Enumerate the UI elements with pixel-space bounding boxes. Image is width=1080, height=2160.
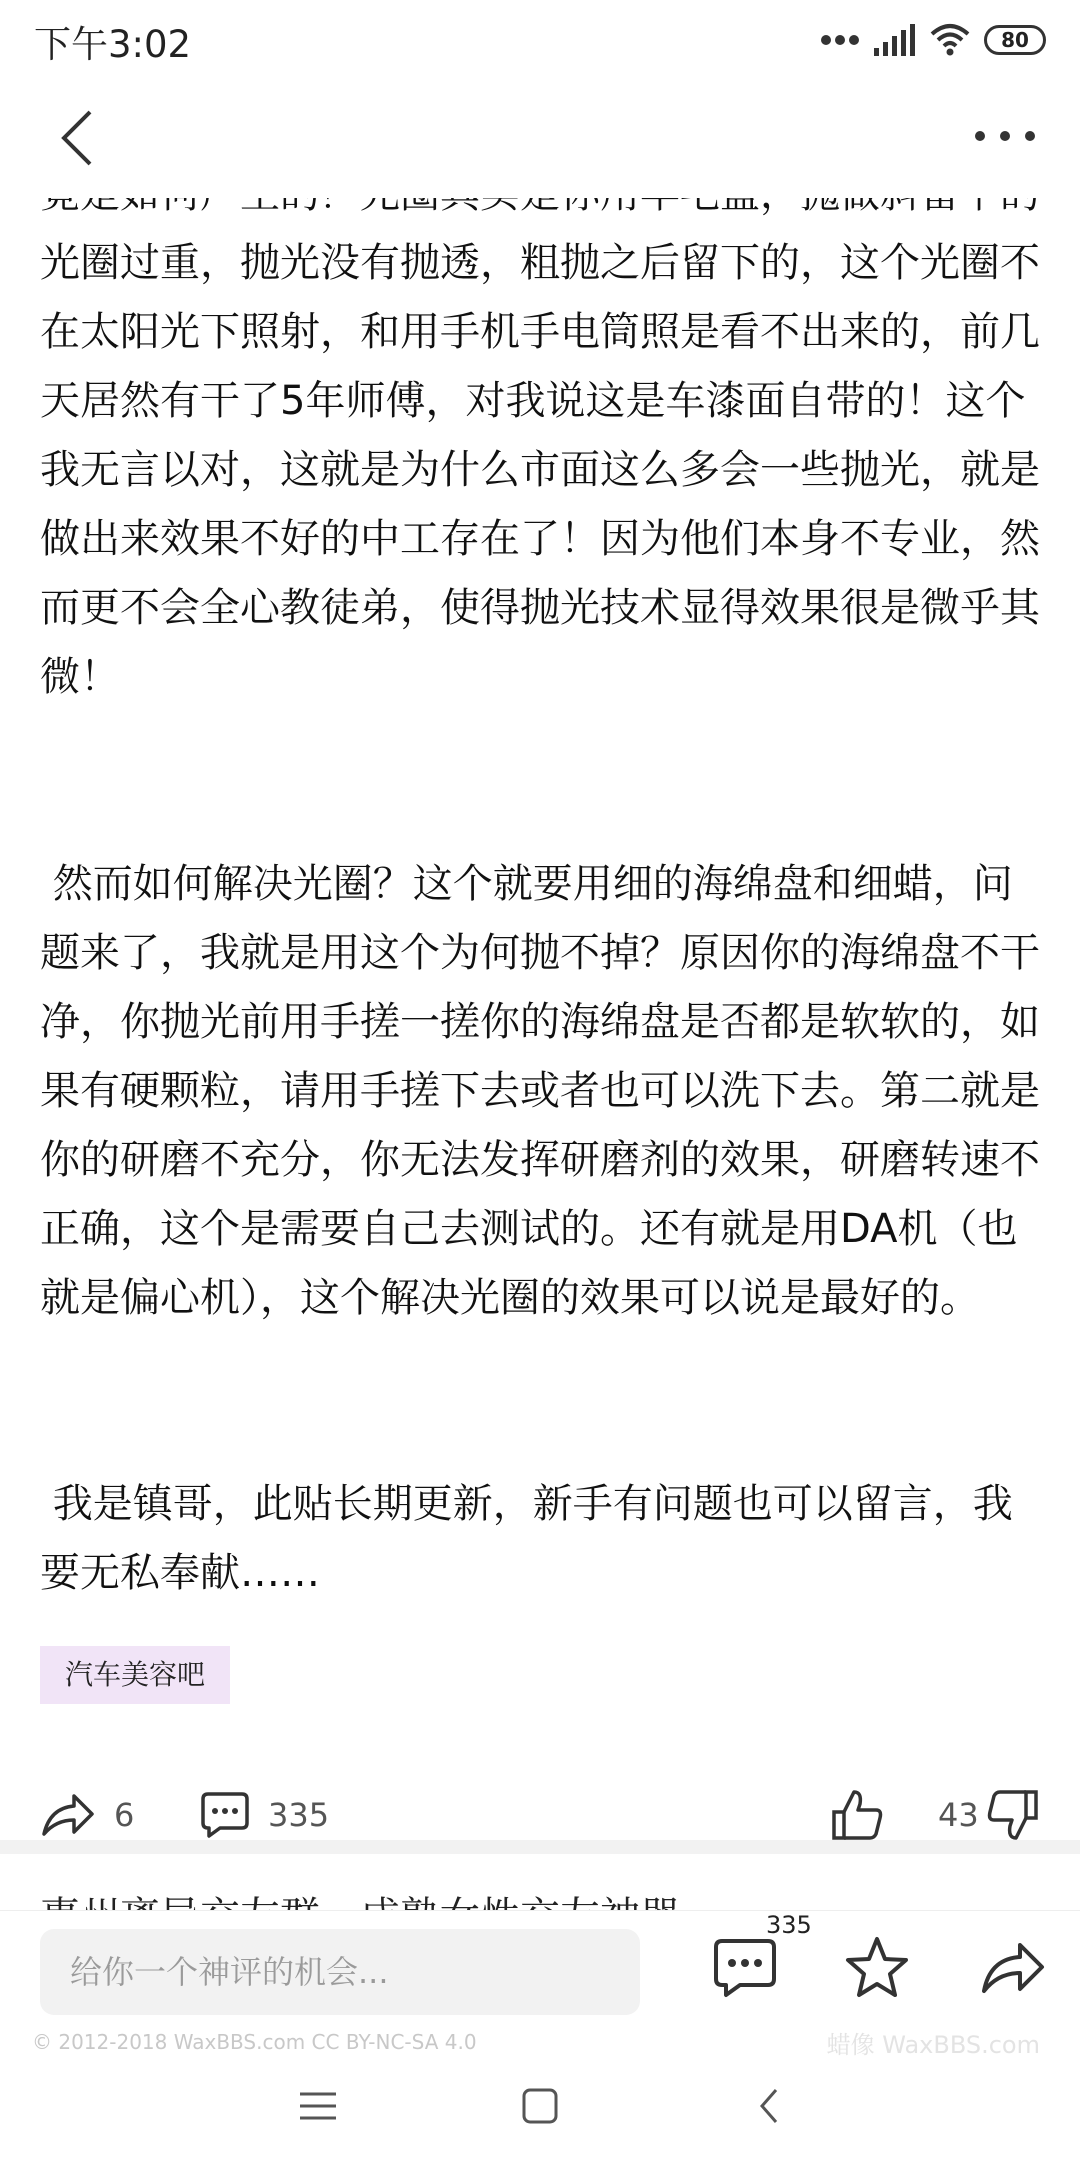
menu-icon bbox=[300, 2094, 336, 2118]
notification-dots-icon bbox=[820, 34, 860, 46]
system-nav-bar bbox=[0, 2050, 1080, 2160]
watermark-text: 蜡像 WaxBBS.com bbox=[826, 2031, 1040, 2059]
chevron-left-icon bbox=[762, 2090, 776, 2122]
post-paragraph: 光圈过重，抛光没有抛透，粗抛之后留下的，这个光圈不在太阳光下照射，和用手机手电筒照是看不出来的，前几天居然有干了5年师傅，对我说这是车漆面自带的！这个我无言以对，这就是为什么市面这么多会一些抛光，就是做出来效果不好的中工存在了！因为他们本身不专业，然而更不会全心教徒弟，使得抛光技术显得效果很是微乎其微！ bbox=[40, 240, 1040, 700]
post-paragraph: 我是镇哥，此贴长期更新，新手有问题也可以留言，我要无私奉献…… bbox=[40, 1481, 1013, 1596]
system-back-button[interactable] bbox=[742, 2078, 798, 2134]
share-button[interactable] bbox=[978, 1933, 1048, 2003]
comments-button[interactable] bbox=[710, 1933, 780, 2003]
back-button[interactable] bbox=[48, 106, 112, 170]
menu-button[interactable] bbox=[290, 2078, 346, 2134]
bottom-comment-bar bbox=[0, 1910, 1080, 2031]
star-icon bbox=[848, 1939, 906, 1995]
copyright-text: © 2012-2018 WaxBBS.com CC BY-NC-SA 4.0 bbox=[32, 2030, 477, 2054]
comment-bubble-icon bbox=[200, 1790, 250, 1840]
top-nav-bar bbox=[0, 80, 1080, 198]
share-icon bbox=[40, 1790, 96, 1840]
post-content bbox=[0, 150, 1080, 1910]
share-icon bbox=[984, 1945, 1042, 1991]
more-button[interactable] bbox=[970, 116, 1040, 156]
share-count: 6 bbox=[114, 1796, 135, 1834]
more-dots-icon bbox=[975, 131, 1035, 141]
comment-count: 335 bbox=[268, 1796, 330, 1834]
thumbs-down-icon bbox=[986, 1788, 1040, 1842]
like-count: 43 bbox=[938, 1796, 979, 1834]
status-bar bbox=[0, 0, 1080, 80]
thumbs-up-icon bbox=[830, 1788, 884, 1842]
status-icons bbox=[820, 18, 1046, 62]
home-button[interactable] bbox=[512, 2078, 568, 2134]
comment-input[interactable] bbox=[40, 1929, 640, 2015]
chevron-left-icon bbox=[64, 112, 90, 164]
wifi-icon bbox=[930, 24, 970, 56]
comment-bubble-icon bbox=[716, 1941, 774, 1995]
post-paragraph: 然而如何解决光圈？这个就要用细的海绵盘和细蜡，问题来了，我就是用这个为何抛不掉？原因你的海绵盘不干净，你抛光前用手搓一搓你的海绵盘是否都是软软的，如果有硬颗粒，请用手搓下去或者也可以洗下去。第二就是你的研磨不充分，你无法发挥研磨剂的效果，研磨转速不正确，这个是需要自己去测试的。还有就是用DA机（也就是偏心机），这个解决光圈的效果可以说是最好的。 bbox=[40, 861, 1040, 1321]
home-square-icon bbox=[524, 2090, 556, 2122]
forum-tag[interactable]: 汽车美容吧 bbox=[40, 1646, 230, 1704]
favorite-button[interactable] bbox=[842, 1933, 912, 2003]
battery-indicator: 80 bbox=[984, 25, 1046, 55]
section-divider bbox=[0, 1840, 1080, 1854]
status-time: 下午3:02 bbox=[34, 23, 192, 66]
comment-badge: 335 bbox=[766, 1911, 812, 1939]
signal-icon bbox=[874, 24, 916, 56]
